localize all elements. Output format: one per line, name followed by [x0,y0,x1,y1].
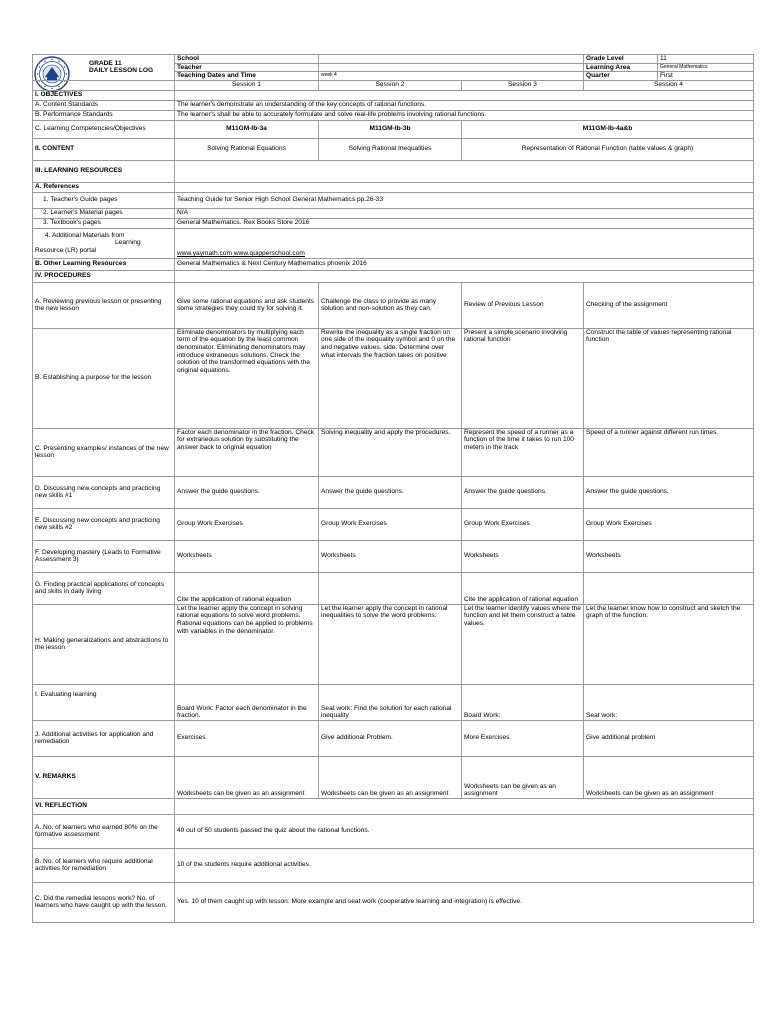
dates-value: week 4 [319,72,584,81]
session-2-header: Session 2 [319,80,462,90]
session-3-header: Session 3 [462,80,584,90]
grade-level-label: Grade Level [584,55,658,64]
procedure-c-session-4: Speed of a runner against different run times. [584,428,754,476]
procedure-f-session-3: Worksheets [462,540,584,572]
reflection-a-label: A. No. of learners who earned 80% on the formative assessment [33,814,175,848]
performance-standards-value: The learner's shall be able to accurately formulate and solve real-life problems involving rational functions. [175,110,754,120]
procedure-a-session-3: Review of Previous Lesson [462,282,584,328]
procedure-h-session-1: Let the learner apply the concept in solving rational equations to solve word problems. Rational equations can be applied to problems with variables in the denominator. [175,604,319,684]
references-blank [175,182,754,192]
content-topic-3: Representation of Rational Function (table values & graph) [462,138,754,160]
objectives-heading: I. OBJECTIVES [33,90,175,100]
procedure-c-session-2: Solving inequality and apply the procedures. [319,428,462,476]
procedure-e-session-1: Group Work Exercises [175,508,319,540]
references-label: A. References [33,182,175,192]
procedure-e-session-2: Group Work Exercises [319,508,462,540]
learners-material-label: 2. Learner's Material pages [33,208,175,218]
remarks-heading: V. REMARKS [33,756,175,798]
procedures-heading: IV. PROCEDURES [33,270,175,282]
reflection-c-label: C. Did the remedial lessons work? No. of learners who have caught up with the lesson. [33,882,175,922]
content-topic-1: Solving Rational Equations [175,138,319,160]
daily-lesson-log [32,54,753,923]
quarter-value: First [658,72,754,81]
reflection-a-value: 40 out of 50 students passed the quiz about the rational functions. [175,814,754,848]
procedure-a-session-1: Give some rational equations and ask students some strategies they could try for solving it. [175,282,319,328]
additional-materials-label [33,228,175,258]
procedure-h-label: H. Making generalizations and abstractions to the lesson [33,604,175,684]
additional-materials-links[interactable]: www.yaymath.com www.quipperschool.com [175,228,754,258]
reflection-c-value: Yes. 10 of them caught up with lesson. More example and seat work (cooperative learning and integration) is effective. [175,882,754,922]
procedure-g-session-3: Cite the application of rational equation [462,572,584,604]
procedure-b-session-2: Rewrite the inequality as a single fraction on one side of the inequality symbol and 0 on the and negative values. side. Determine over what intervals the fraction takes on positive [319,328,462,428]
procedure-i-session-3: Board Work: [462,684,584,720]
grade-title: GRADE 11 [89,59,122,67]
teacher-label: Teacher [175,63,319,72]
dates-label: Teaching Dates and Time [175,72,319,81]
textbook-label: 3. Textbook's pages [33,218,175,228]
reflection-blank [175,798,754,814]
procedure-e-session-4: Group Work Exercises [584,508,754,540]
procedure-j-session-2: Give additional Problem. [319,720,462,756]
remarks-session-1: Worksheets can be given as an assignment [175,756,319,798]
procedure-f-session-1: Worksheets [175,540,319,572]
procedure-a-session-2: Challenge the class to provide as many solution and non-solution as they can. [319,282,462,328]
procedure-b-session-4: Construct the table of values representing rational function [584,328,754,428]
procedure-b-label: B. Establishing a purpose for the lesson [33,328,175,428]
procedure-b-session-3: Present a simple scenario involving rational function [462,328,584,428]
procedure-i-session-1: Board Work: Factor each denominator in the fraction. [175,684,319,720]
procedure-e-label: E. Discussing new concepts and practicing new skills #2 [33,508,175,540]
competencies-label: C. Learning Competencies/Objectives [33,120,175,138]
procedure-d-session-3: Answer the guide questions. [462,476,584,508]
remarks-session-2: Worksheets can be given as an assignment [319,756,462,798]
session-1-header: Session 1 [175,80,319,90]
procedure-g-label: G. Finding practical applications of concepts and skills in daily living [33,572,175,604]
learning-area-label: Learning Area [584,63,658,72]
reflection-b-label: B. No. of learners who require additional activities for remediation [33,848,175,882]
procedure-d-session-4: Answer the guide questions. [584,476,754,508]
objectives-blank [175,90,754,100]
procedure-g-session-4 [584,572,754,604]
remarks-session-4: Worksheets can be given as an assignment [584,756,754,798]
content-topic-2: Solving Rational Inequalities [319,138,462,160]
competency-1: M11GM-Ib-3a [175,120,319,138]
additional-materials-label-line-1: 4. Additional Materials from [45,231,125,239]
competency-2: M11GM-Ib-3b [319,120,462,138]
teacher-value [319,63,584,72]
school-label: School [175,55,319,64]
additional-materials-label-line-2: Learning [115,239,141,247]
quarter-label: Quarter [584,72,658,81]
procedure-j-session-4: Give additional problem [584,720,754,756]
other-resources-label: B. Other Learning Resources [33,258,175,270]
procedure-h-session-2: Let the learner apply the concept in rational inequalities to solve the word problems. [319,604,462,684]
session-4-header: Session 4 [584,80,754,90]
procedure-c-session-1: Factor each denominator in the fraction. Check for extraneous solution by substituting the answer back to original equation [175,428,319,476]
procedure-d-session-1: Answer the guide questions. [175,476,319,508]
procedures-blank [175,270,754,282]
teachers-guide-label: 1. Teacher's Guide pages [33,192,175,208]
learners-material-value: N/A [175,208,754,218]
resources-blank [175,160,754,182]
competency-3: M11GM-Ib-4a&b [462,120,754,138]
procedure-h-session-4: Let the learner know how to construct and sketch the graph of the function. [584,604,754,684]
additional-materials-label-line-3: Resource (LR) portal [35,247,97,255]
procedure-d-label: D. Discussing new concepts and practicing new skills #1 [33,476,175,508]
reflection-heading: VI. REFLECTION [33,798,175,814]
procedure-d-session-2: Answer the guide questions. [319,476,462,508]
procedure-g-session-1: Cite the application of rational equation [175,572,319,604]
procedure-g-session-2 [319,572,462,604]
sessions-blank [33,80,175,90]
procedure-f-label: F. Developing mastery (Leads to Formative Assessment 3) [33,540,175,572]
procedure-j-label: J. Additional activities for application and remediation [33,720,175,756]
content-heading: II. CONTENT [33,138,175,160]
procedure-a-session-4: Checking of the assignment [584,282,754,328]
procedure-b-session-1: Eliminate denominators by multiplying each term of the equation by the least common denominator. Eliminating denominators may introduce extraneous solutions. Check the solution of the transformed equations with the original equations. [175,328,319,428]
teachers-guide-value: Teaching Guide for Senior High School General Mathematics pp.26-33 [175,192,754,208]
remarks-session-3: Worksheets can be given as an assignment [462,756,584,798]
performance-standards-label: B. Performance Standards [33,110,175,120]
procedure-c-session-3: Represent the speed of a runner as a function of the time it takes to run 100 meters in the track [462,428,584,476]
procedure-j-session-1: Exercises [175,720,319,756]
procedure-j-session-3: More Exercises [462,720,584,756]
procedure-f-session-4: Worksheets [584,540,754,572]
procedure-f-session-2: Worksheets [319,540,462,572]
other-resources-value: General Mathematics & Next Century Mathematics phoenix 2016 [175,258,754,270]
content-standards-label: A. Content Standards [33,100,175,110]
log-title: DAILY LESSON LOG [89,67,154,75]
lesson-log-table [32,54,754,923]
textbook-value: General Mathematics. Rex Books Store 2016 [175,218,754,228]
procedure-i-label: I. Evaluating learning [33,684,175,720]
procedure-i-session-4: Seat work: [584,684,754,720]
reflection-b-value: 10 of the students require additional activities. [175,848,754,882]
resources-heading: III. LEARNING RESOURCES [33,160,175,182]
grade-level-value: 11 [658,55,754,64]
procedure-h-session-3: Let the learner identify values where the function and let them construct a table values. [462,604,584,684]
header-title-cell [33,55,175,81]
procedure-c-label: C. Presenting examples/ instances of the new lesson [33,428,175,476]
procedure-i-session-2: Seat work: Find the solution for each rational inequality [319,684,462,720]
procedure-a-label: A. Reviewing previous lesson or presenting the new lesson [33,282,175,328]
school-value [319,55,584,64]
procedure-e-session-3: Group Work Exercises [462,508,584,540]
learning-area-value: General Mathematics [658,63,754,72]
content-standards-value: The learner's demonstrate an understanding of the key concepts of rational functions. [175,100,754,110]
